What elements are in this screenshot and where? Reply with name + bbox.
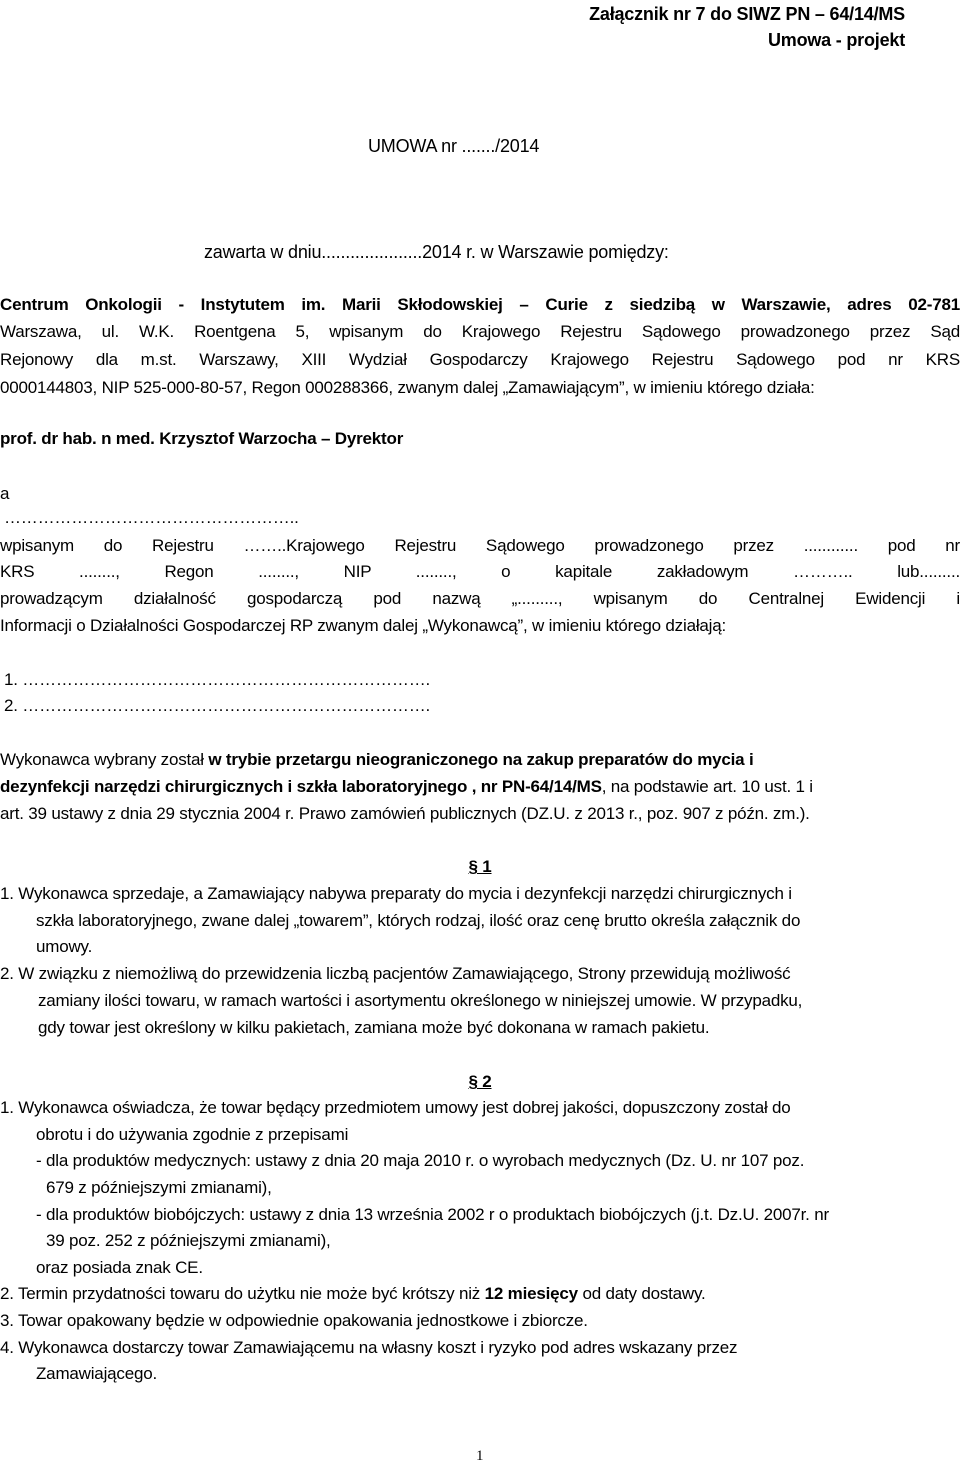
intro-line: art. 39 ustawy z dnia 29 stycznia 2004 r. Prawo zamówień publicznych (DZ.U. z 2013 r., poz. 907 z późn. zm.). <box>0 804 810 823</box>
representative: prof. dr hab. n med. Krzysztof Warzocha – Dyrektor <box>0 429 404 448</box>
party2-line: Informacji o Działalności Gospodarczej RP zwanym dalej „Wykonawcą”, w imieniu którego działają: <box>0 616 727 635</box>
annex-label: Załącznik nr 7 do SIWZ PN – 64/14/MS <box>589 4 905 24</box>
section-line: zamiany ilości towaru, w ramach wartości i asortymentu określonego w niniejszej umowie. W przypadku, <box>38 991 803 1010</box>
party1-line: Rejonowy dla m.st. Warszawy, XIII Wydział Gospodarczy Krajowego Rejestru Sądowego pod nr KRS <box>0 350 960 369</box>
intro-line: Wykonawca wybrany został w trybie przetargu nieograniczonego na zakup preparatów do mycia i <box>0 750 754 769</box>
section-line: 2. Termin przydatności towaru do użytku nie może być krótszy niż 12 miesięcy od daty dostawy. <box>0 1284 706 1303</box>
section-line: 4. Wykonawca dostarczy towar Zamawiającemu na własny koszt i ryzyko pod adres wskazany przez <box>0 1338 738 1357</box>
section-line: - dla produktów medycznych: ustawy z dnia 20 maja 2010 r. o wyrobach medycznych (Dz. U. nr 107 poz. <box>36 1151 805 1170</box>
party2-line: wpisanym do Rejestru ……..Krajowego Rejestru Sądowego prowadzonego przez ............ pod nr <box>0 536 960 555</box>
section-line: gdy towar jest określony w kilku pakietach, zamiana może być dokonana w ramach pakietu. <box>38 1018 710 1037</box>
section-line: szkła laboratoryjnego, zwane dalej „towarem”, których rodzaj, ilość oraz cenę brutto określa załącznik do <box>36 911 801 930</box>
section-line: Zamawiającego. <box>36 1364 157 1383</box>
section-line: 1. Wykonawca sprzedaje, a Zamawiający nabywa preparaty do mycia i dezynfekcji narzędzi chirurgicznych i <box>0 884 792 903</box>
page-number: 1 <box>476 1448 484 1464</box>
section-heading: § 1 <box>468 857 492 876</box>
section-line: obrotu i do używania zgodnie z przepisami <box>36 1125 349 1144</box>
contractor-rep: 2. ………………………………………………………………. <box>4 696 431 715</box>
party2-line: KRS ........, Regon ........, NIP ........, o kapitale zakładowym ……….. lub......... <box>0 562 960 581</box>
contractor-placeholder: …………………………………………….. <box>4 508 299 527</box>
contract-date: zawarta w dniu.....................2014 r. w Warszawie pomiędzy: <box>204 242 669 262</box>
party2-line: prowadzącym działalność gospodarczą pod nazwą „........., wpisanym do Centralnej Ewidencji i <box>0 589 960 608</box>
party1-line: Warszawa, ul. W.K. Roentgena 5, wpisanym do Krajowego Rejestru Sądowego prowadzonego przez Sąd <box>0 322 960 341</box>
section-line: oraz posiada znak CE. <box>36 1258 203 1277</box>
section-line: 2. W związku z niemożliwą do przewidzenia liczbą pacjentów Zamawiającego, Strony przewidują możliwość <box>0 964 791 983</box>
section-line: - dla produktów biobójczych: ustawy z dnia 13 września 2002 r o produktach biobójczych (j.t. Dz.U. 2007r. nr <box>36 1205 829 1224</box>
party1-line: Centrum Onkologii - Instytutem im. Marii Skłodowskiej – Curie z siedzibą w Warszawie, adres 02-781 <box>0 295 960 314</box>
section-heading: § 2 <box>468 1072 492 1091</box>
contract-title: UMOWA nr ......./2014 <box>368 136 540 156</box>
conjunction: a <box>0 484 10 503</box>
section-line: 3. Towar opakowany będzie w odpowiednie opakowania jednostkowe i zbiorcze. <box>0 1311 588 1330</box>
draft-label: Umowa - projekt <box>767 30 905 50</box>
section-line: umowy. <box>36 937 93 956</box>
section-line: 39 poz. 252 z późniejszymi zmianami), <box>46 1231 331 1250</box>
contractor-rep: 1. ………………………………………………………………. <box>4 670 431 689</box>
intro-line: dezynfekcji narzędzi chirurgicznych i szkła laboratoryjnego , nr PN-64/14/MS, na podstawie art. 10 ust. 1 i <box>0 777 813 796</box>
section-line: 1. Wykonawca oświadcza, że towar będący przedmiotem umowy jest dobrej jakości, dopuszczony został do <box>0 1098 791 1117</box>
party1-line: 0000144803, NIP 525-000-80-57, Regon 000288366, zwanym dalej „Zamawiającym”, w imieniu którego działa: <box>0 378 815 397</box>
section-line: 679 z późniejszymi zmianami), <box>46 1178 272 1197</box>
